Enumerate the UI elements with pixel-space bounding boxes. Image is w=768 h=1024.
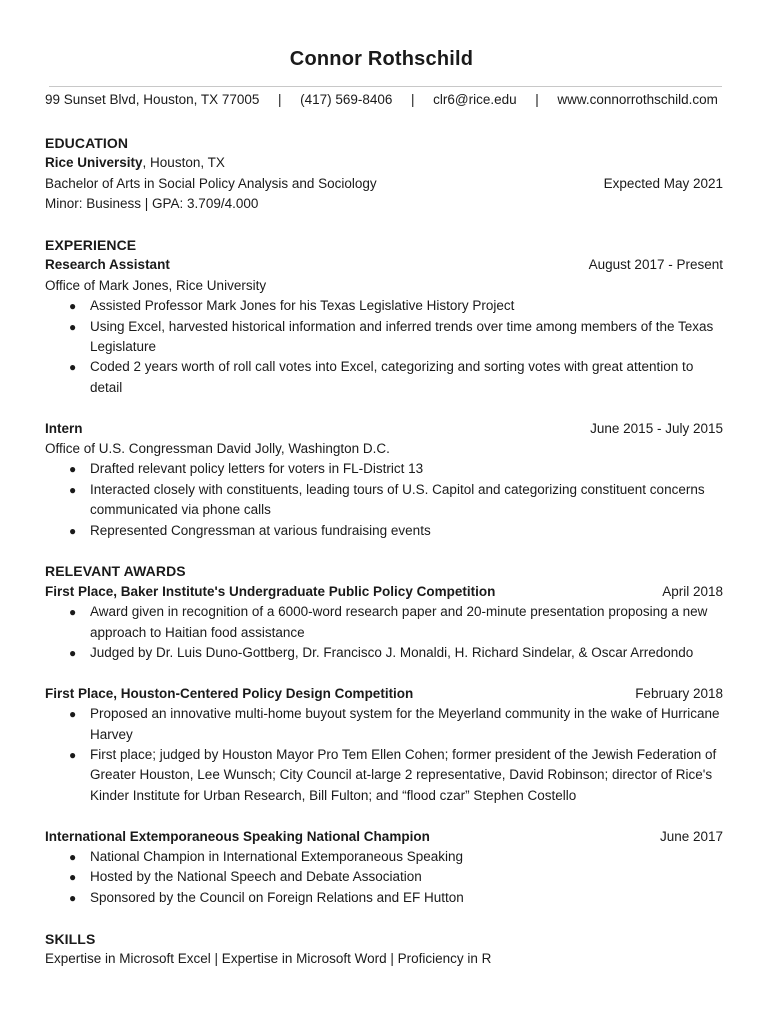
bullet-icon: ●: [69, 605, 77, 620]
bullet-icon: ●: [69, 849, 77, 864]
contact-line: [45, 92, 718, 107]
header-divider: [49, 86, 722, 87]
job-title-line: [45, 255, 725, 275]
education-degree-line: [45, 174, 725, 194]
award-title: International Extemporaneous Speaking National Champion: [45, 828, 430, 844]
education-minor: Minor: Business | GPA: 3.709/4.000: [45, 196, 259, 212]
list-item: ● Sponsored by the Council on Foreign Relations and EF Hutton: [45, 888, 722, 908]
bullet-icon: ●: [69, 462, 77, 477]
award-bullets: [45, 847, 725, 908]
contact-phone: (417) 569-8406: [300, 92, 393, 107]
list-item: ● Hosted by the National Speech and Debate Association: [45, 867, 722, 887]
section-heading-experience: EXPERIENCE: [45, 236, 137, 253]
award-date: February 2018: [635, 685, 723, 701]
award-bullets: [45, 602, 725, 663]
list-item: ● Interacted closely with constituents, leading tours of U.S. Capitol and categorizing constituent concerns communicated via phone calls: [69, 481, 705, 518]
list-item: ● Drafted relevant policy letters for voters in FL-District 13: [45, 459, 722, 479]
list-item: ● Represented Congressman at various fundraising events: [45, 521, 722, 541]
award-date: April 2018: [662, 583, 723, 599]
list-item: ● First place; judged by Houston Mayor Pro Tem Ellen Cohen; former president of the Jewish Federation of Greater Houston, Lee Wunsch; City Council at-large 2 representative, David Robinson; director of Rice's Kinder Institute for Urban Research, Bill Fulton; and “flood czar” Stephen Costello: [69, 746, 717, 803]
job-bullets: [45, 296, 725, 398]
bullet-icon: ●: [69, 299, 77, 314]
skills-text: Expertise in Microsoft Excel | Expertise in Microsoft Word | Proficiency in R: [45, 950, 492, 966]
contact-separator: |: [411, 92, 415, 107]
list-item: ● Coded 2 years worth of roll call votes into Excel, categorizing and sorting votes with great attention to detail: [69, 359, 694, 395]
bullet-icon: ●: [69, 482, 77, 497]
award-bullets: [45, 704, 725, 806]
contact-separator: |: [278, 92, 282, 107]
award-title-line: [45, 684, 725, 704]
award-title-line: [45, 582, 725, 602]
job-title: Research Assistant: [45, 257, 170, 273]
job-bullets: [45, 459, 725, 541]
award-title-line: [45, 827, 725, 847]
bullet-icon: ●: [69, 319, 77, 334]
contact-separator: |: [535, 92, 539, 107]
section-heading-education: EDUCATION: [45, 135, 129, 151]
contact-website: www.connorrothschild.com: [557, 92, 718, 107]
award-title: First Place, Baker Institute's Undergraduate Public Policy Competition: [45, 583, 496, 599]
job-date: June 2015 - July 2015: [590, 420, 723, 436]
resume-content: [45, 133, 725, 969]
section-heading-awards: RELEVANT AWARDS: [45, 563, 186, 580]
contact-email: clr6@rice.edu: [433, 92, 517, 107]
list-item: ● Judged by Dr. Luis Duno-Gottberg, Dr. Francisco J. Monaldi, H. Richard Sindelar, & Oscar Arredondo: [45, 643, 722, 663]
job-org: Office of U.S. Congressman David Jolly, Washington D.C.: [45, 440, 390, 456]
bullet-icon: ●: [69, 870, 77, 885]
list-item: ● Using Excel, harvested historical information and inferred trends over time among members of the Texas Legislature: [69, 318, 714, 354]
job-org: Office of Mark Jones, Rice University: [45, 277, 267, 293]
contact-address: 99 Sunset Blvd, Houston, TX 77005: [45, 92, 260, 107]
job-title: Intern: [45, 420, 83, 436]
bullet-icon: ●: [69, 523, 77, 538]
job-title-line: [45, 419, 725, 439]
list-item: ● Proposed an innovative multi-home buyout system for the Meyerland community in the wake of Hurricane Harvey: [69, 706, 720, 742]
education-location: , Houston, TX: [142, 155, 225, 171]
bullet-icon: ●: [69, 707, 77, 722]
education-school-line: [45, 153, 725, 173]
bullet-icon: ●: [69, 360, 77, 375]
education-school: Rice University: [45, 155, 143, 171]
section-heading-skills: SKILLS: [45, 930, 96, 947]
bullet-icon: ●: [69, 890, 77, 905]
list-item: ● Award given in recognition of a 6000-word research paper and 20-minute presentation proposing a new approach to Haitian food assistance: [69, 604, 708, 640]
resume-name: Connor Rothschild: [289, 48, 474, 70]
list-item: ● National Champion in International Extemporaneous Speaking: [45, 847, 722, 867]
award-date: June 2017: [659, 828, 723, 844]
list-item: ● Assisted Professor Mark Jones for his Texas Legislative History Project: [45, 296, 722, 316]
bullet-icon: ●: [69, 645, 77, 660]
bullet-icon: ●: [69, 747, 77, 762]
education-date: Expected May 2021: [603, 175, 723, 191]
education-degree: Bachelor of Arts in Social Policy Analysis and Sociology: [45, 175, 377, 191]
award-title: First Place, Houston-Centered Policy Design Competition: [45, 685, 414, 701]
job-date: August 2017 - Present: [588, 257, 723, 273]
